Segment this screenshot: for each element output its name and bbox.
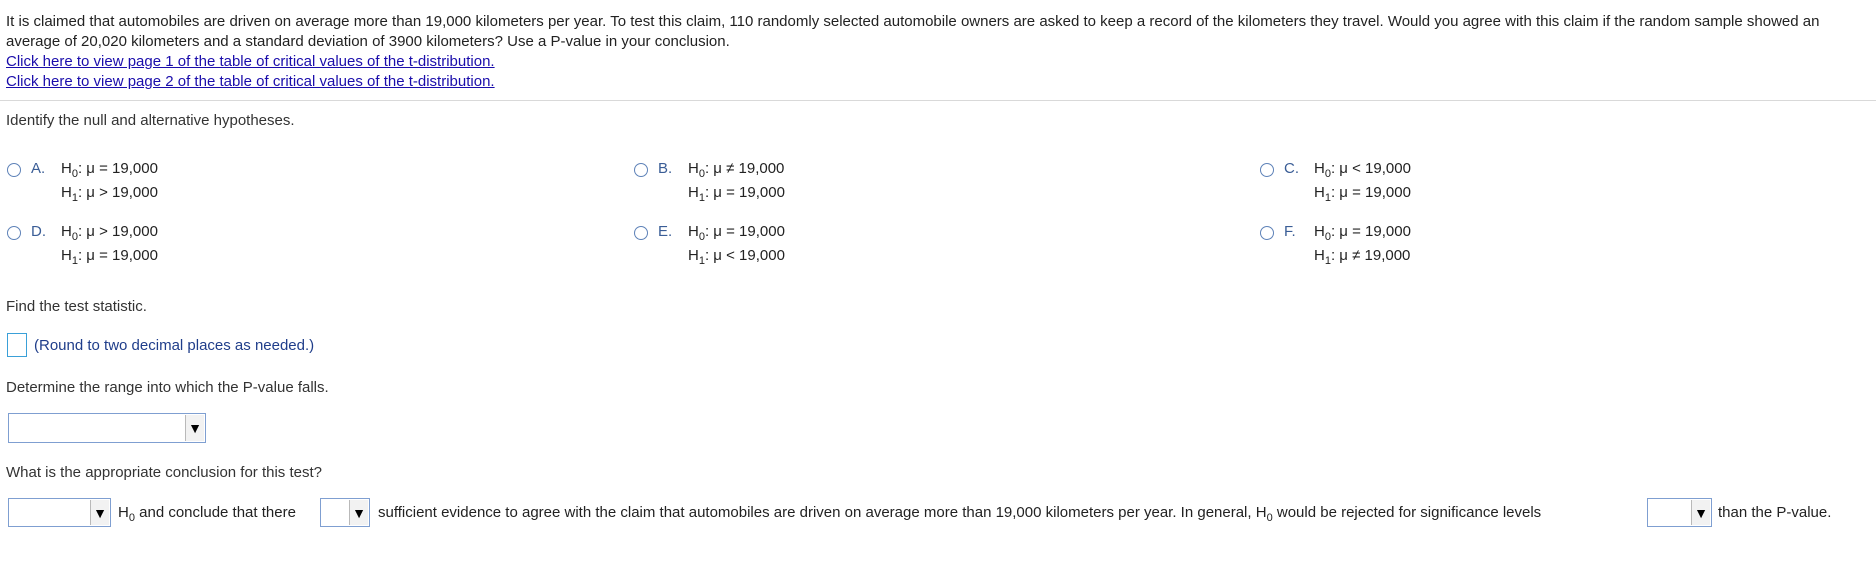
option-e-letter: E. xyxy=(658,223,673,240)
option-b-letter: B. xyxy=(658,160,673,177)
chevron-down-icon: ▼ xyxy=(1691,500,1710,525)
option-f-null: $H_0$: μ = 19,000 xyxy=(1314,223,1411,243)
option-d[interactable] xyxy=(7,223,307,269)
rounding-note: (Round to two decimal places as needed.) xyxy=(34,337,315,354)
p-value-range-select[interactable] xyxy=(8,413,206,443)
section-divider xyxy=(0,100,1876,101)
option-f-letter: F. xyxy=(1284,223,1296,240)
test-statistic-prompt: Find the test statistic. xyxy=(6,298,147,315)
option-b-null: $H_0$: μ ≠ 19,000 xyxy=(688,160,785,180)
option-a-null: $H_0$: μ = 19,000 xyxy=(61,160,158,180)
option-b[interactable] xyxy=(634,160,934,206)
option-f-alternative: $H_1$: μ ≠ 19,000 xyxy=(1314,247,1411,267)
option-b-radio[interactable] xyxy=(634,163,648,177)
evidence-select[interactable] xyxy=(320,498,370,527)
option-c-radio[interactable] xyxy=(1260,163,1274,177)
t-table-page2-link[interactable]: Click here to view page 2 of the table of critical values of the t-distribution. xyxy=(6,73,495,90)
option-a[interactable] xyxy=(7,160,307,206)
option-e-alternative: $H_1$: μ < 19,000 xyxy=(688,247,785,267)
conclusion-text-2: sufficient evidence to agree with the claim that automobiles are driven on average more than 19,000 kilometers per year. In general, $H_0$ would be rejected for significance levels xyxy=(378,504,1542,524)
option-c-null: $H_0$: μ < 19,000 xyxy=(1314,160,1411,180)
option-e-radio[interactable] xyxy=(634,226,648,240)
conclusion-text-1: $H_0$ and conclude that there xyxy=(118,504,296,524)
option-c-alternative: $H_1$: μ = 19,000 xyxy=(1314,184,1411,204)
option-e-null: $H_0$: μ = 19,000 xyxy=(688,223,785,243)
chevron-down-icon: ▼ xyxy=(185,415,204,441)
option-c-letter: C. xyxy=(1284,160,1299,177)
chevron-down-icon: ▼ xyxy=(90,500,109,525)
option-d-letter: D. xyxy=(31,223,46,240)
conclusion-prompt: What is the appropriate conclusion for this test? xyxy=(6,464,322,481)
option-b-alternative: $H_1$: μ = 19,000 xyxy=(688,184,785,204)
problem-statement xyxy=(6,12,1866,92)
conclusion-text-3: than the P-value. xyxy=(1718,504,1832,521)
option-a-letter: A. xyxy=(31,160,46,177)
test-statistic-input[interactable] xyxy=(7,333,27,357)
option-e[interactable] xyxy=(634,223,934,269)
option-a-alternative: $H_1$: μ > 19,000 xyxy=(61,184,158,204)
option-a-radio[interactable] xyxy=(7,163,21,177)
option-f[interactable] xyxy=(1260,223,1560,269)
option-c[interactable] xyxy=(1260,160,1560,206)
reject-decision-select[interactable] xyxy=(8,498,111,527)
option-f-radio[interactable] xyxy=(1260,226,1274,240)
option-d-null: $H_0$: μ > 19,000 xyxy=(61,223,158,243)
t-table-page1-link[interactable]: Click here to view page 1 of the table of critical values of the t-distribution. xyxy=(6,53,495,70)
problem-text: It is claimed that automobiles are driven on average more than 19,000 kilometers per year. To test this claim, 110 randomly selected automobile owners are asked to keep a record of the kilometers they travel. Would you agree with this claim if the random sample showed an average of 20,020 kilometers and a standard deviation of 3900 kilometers? Use a P-value in your conclusion. xyxy=(6,13,1820,50)
option-d-radio[interactable] xyxy=(7,226,21,240)
hypotheses-prompt: Identify the null and alternative hypotheses. xyxy=(6,112,295,129)
chevron-down-icon: ▼ xyxy=(349,500,368,525)
p-value-range-prompt: Determine the range into which the P-value falls. xyxy=(6,379,329,396)
option-d-alternative: $H_1$: μ = 19,000 xyxy=(61,247,158,267)
significance-comparison-select[interactable] xyxy=(1647,498,1712,527)
